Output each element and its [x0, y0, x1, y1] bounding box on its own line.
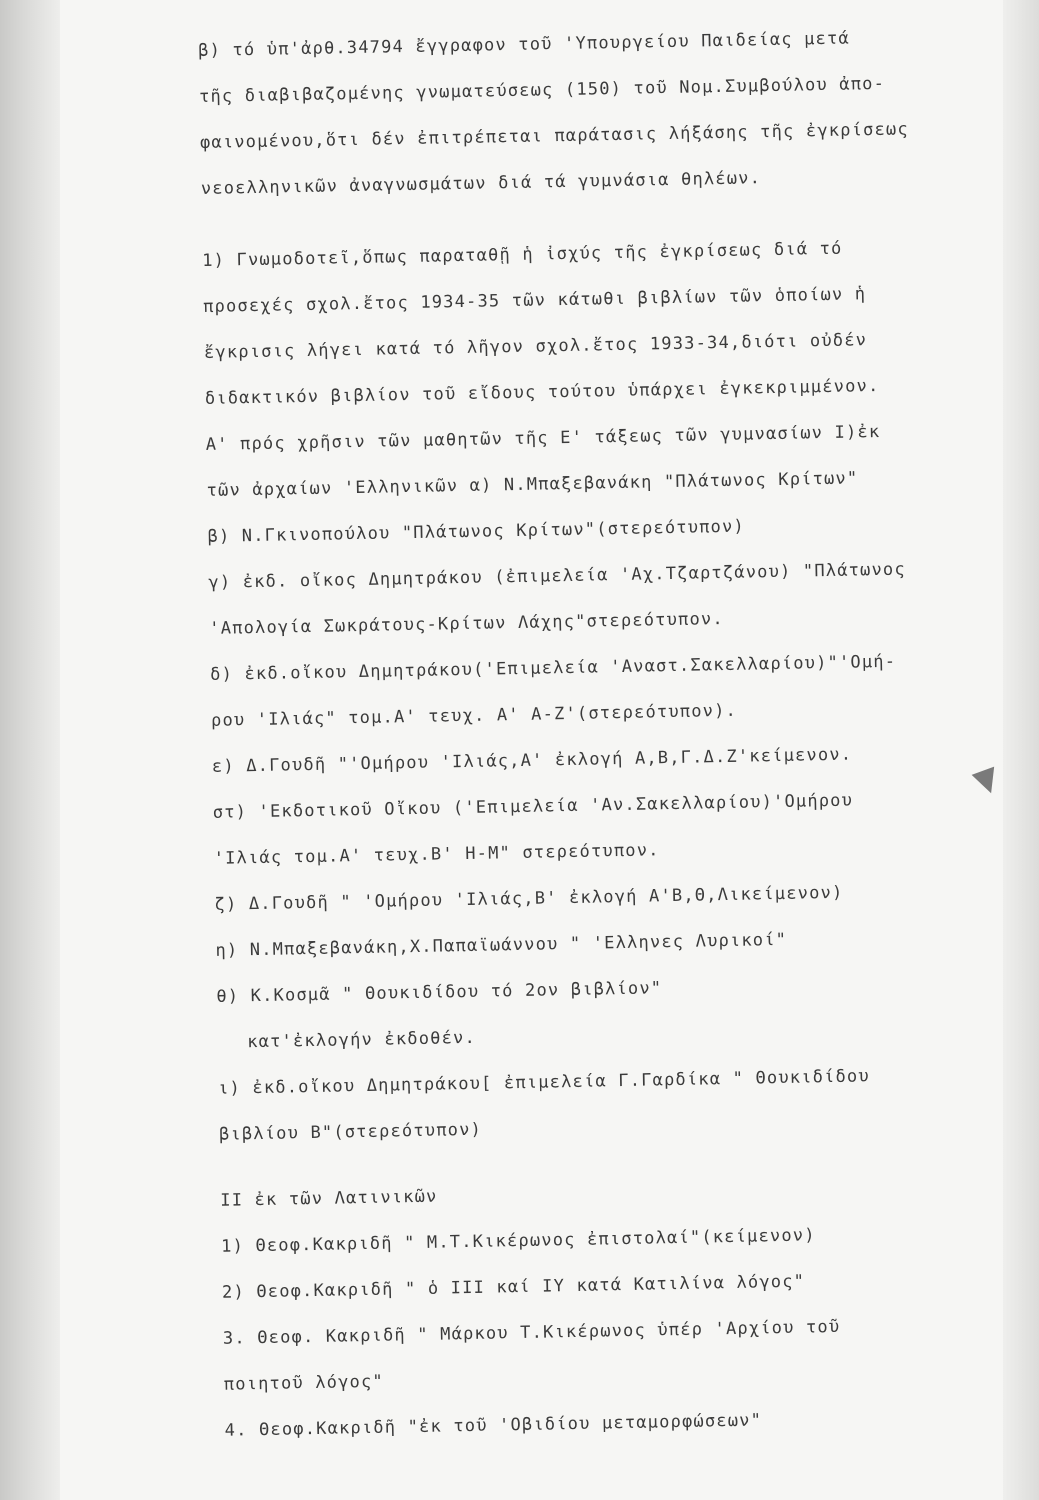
text-line: γ) ἐκδ. οἴκος Δημητράκου (ἐπιμελεία 'Αχ.Τζαρτζάνου) "Πλάτωνος — [208, 559, 907, 593]
text-line: τῆς διαβιβαζομένης γνωματεύσεως (150) τοῦ Νομ.Συμβούλου ἀπο- — [198, 73, 886, 107]
text-line: Α' πρός χρῆσιν τῶν μαθητῶν τῆς Ε' τάξεως τῶν γυμνασίων Ι)ἐκ — [205, 421, 881, 455]
section-heading: ΙΙ ἐκ τῶν Λατινικῶν — [220, 1186, 438, 1211]
text-line: τῶν ἀρχαίων 'Ελληνικῶν α) Ν.Μπαξεβανάκη "Πλάτωνος Κρίτων" — [206, 468, 859, 501]
text-line: 2) Θεοφ.Κακριδῆ " ὁ ΙΙΙ καί ΙΥ κατά Κατιλίνα λόγος" — [221, 1271, 806, 1303]
text-line: 'Ιλιάς τομ.Α' τευχ.Β' Η-Μ" στερεότυπον. — [213, 840, 660, 869]
text-line: προσεχές σχολ.ἔτος 1934-35 τῶν κάτωθι βιβλίων τῶν ὁποίων ἡ — [202, 284, 867, 317]
text-line: ρου 'Ιλιάς" τομ.Α' τευχ. Α' Α-Ζ'(στερεότυπον). — [210, 700, 738, 731]
text-line: ποιητοῦ λόγος" — [223, 1371, 385, 1395]
text-line: 1) Θεοφ.Κακριδῆ " Μ.Τ.Κικέρωνος ἐπιστολαί"(κείμενον) — [220, 1225, 816, 1257]
text-line: ε) Δ.Γουδῆ "'Ομήρου 'Ιλιάς,Α' ἐκλογή Α,Β,Γ.Δ.Ζ'κείμενον. — [211, 744, 853, 777]
text-line: δ) ἐκδ.οἴκου Δημητράκου('Επιμελεία 'Αναστ.Σακελλαρίου)"'Ομή- — [209, 651, 897, 685]
typewritten-page — [198, 25, 988, 1441]
text-line: ἔγκρισις λήγει κατά τό λῆγον σχολ.ἔτος 1933-34,διότι οὐδέν — [203, 330, 868, 363]
text-line: ζ) Δ.Γουδῆ " 'Ομήρου 'Ιλιάς,Β' ἐκλογή Α'Β,Θ,Λικείμενον) — [214, 882, 844, 915]
scan-left-edge — [0, 0, 60, 1500]
text-line: 4. Θεοφ.Κακριδῆ "ἐκ τοῦ 'Οβιδίου μεταμορφώσεων" — [224, 1410, 763, 1441]
text-line: κατ'ἐκλογήν ἐκδοθέν. — [247, 1027, 477, 1053]
text-line: β) Ν.Γκινοπούλου "Πλάτωνος Κρίτων"(στερεότυπον) — [207, 516, 746, 547]
text-line: θ) Κ.Κοσμᾶ " Θουκιδίδου τό 2ον βιβλίον" — [216, 978, 663, 1007]
margin-arrow-mark — [972, 767, 1003, 798]
scan-right-edge — [1003, 0, 1039, 1500]
text-line: ι) ἐκδ.οἴκου Δημητράκου[ ἐπιμελεία Γ.Γαρδίκα " Θουκιδίδου — [217, 1066, 871, 1099]
text-line: η) Ν.Μπαξεβανάκη,Χ.Παπαϊωάννου " 'Ελληνες Λυρικοί" — [215, 929, 788, 961]
text-line: 'Απολογία Σωκράτους-Κρίτων Λάχης"στερεότυπον. — [209, 609, 724, 639]
text-line: 1) Γνωμοδοτεῖ,ὅπως παραταθῇ ἡ ἰσχύς τῆς ἐγκρίσεως διά τό — [202, 238, 843, 271]
text-line: βιβλίου Β"(στερεότυπον) — [218, 1119, 483, 1145]
text-line: β) τό ὑπ'ἀρθ.34794 ἔγγραφον τοῦ 'Υπουργείου Παιδείας μετά — [198, 28, 851, 61]
text-line: 3. Θεοφ. Κακριδῆ " Μάρκου Τ.Κικέρωνος ὑπέρ 'Αρχίου τοῦ — [222, 1316, 841, 1349]
text-line: νεοελληνικῶν ἀναγνωσμάτων διά τά γυμνάσια θηλέων. — [200, 168, 762, 199]
text-line: στ) 'Εκδοτικοῦ Οἴκου ('Επιμελεία 'Αν.Σακελλαρίου)'Ομήρου — [212, 790, 854, 823]
text-line: διδακτικόν βιβλίον τοῦ εἴδους τούτου ὑπάρχει ἐγκεκριμμένον. — [204, 375, 880, 409]
text-line: φαινομένου,ὅτι δέν ἐπιτρέπεται παράτασις λήξάσης τῆς ἐγκρίσεως — [199, 119, 910, 153]
